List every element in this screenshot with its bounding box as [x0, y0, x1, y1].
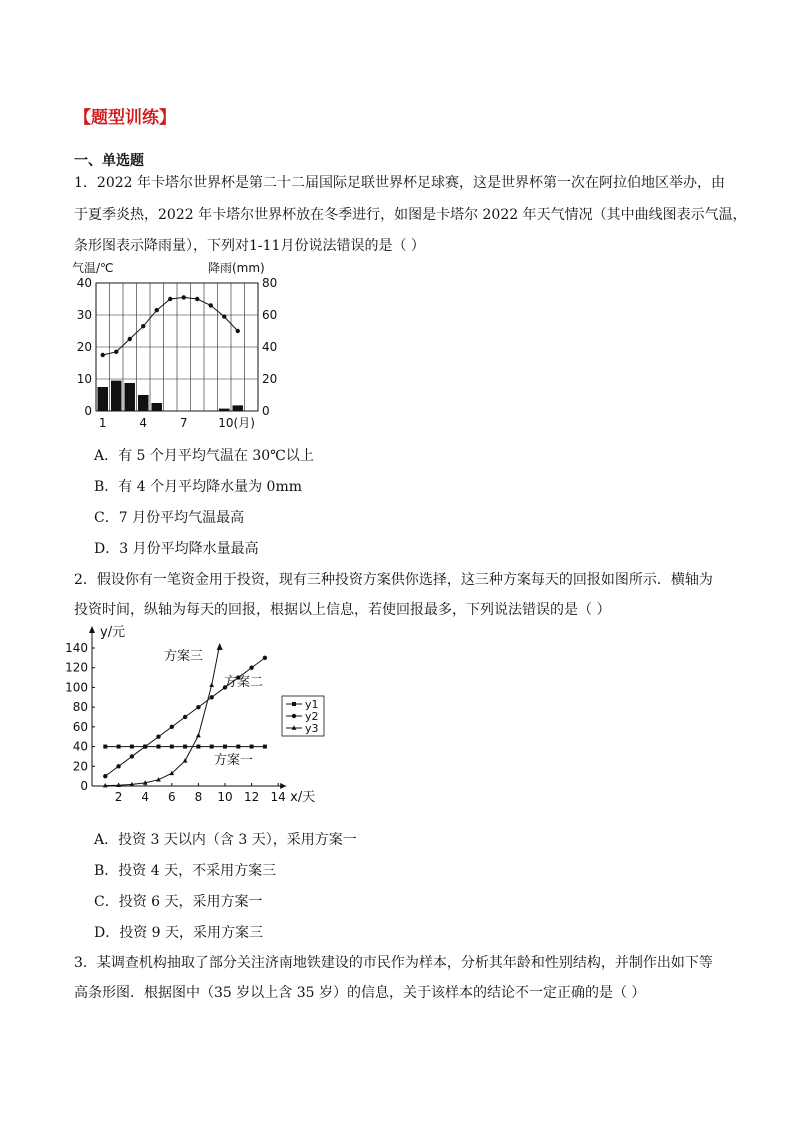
legend-label: y3 [305, 722, 319, 735]
q2-option-b[interactable]: B．投资 4 天，不采用方案三 [94, 863, 277, 879]
x-tick-label: 7 [179, 416, 188, 430]
rainfall-bar [111, 381, 122, 411]
series-point-y1 [117, 745, 121, 749]
series-point-y1 [183, 745, 187, 749]
rainfall-bar [138, 395, 149, 411]
x-tick-label: 10(月) [218, 416, 255, 430]
y-tick-label: 40 [72, 739, 88, 754]
series-point-y2 [196, 705, 200, 709]
q1-line-3: 条形图表示降雨量），下列对1-11月份说法错误的是（ ） [74, 238, 425, 254]
section-tag: 【题型训练】 [74, 108, 176, 128]
q3-line-2: 高条形图．根据图中（35 岁以上含 35 岁）的信息，关于该样本的结论不一定正确的是（ ） [74, 985, 646, 1001]
y-tick-label: 60 [72, 719, 88, 734]
temperature-point [114, 350, 118, 354]
y-tick-label: 0 [80, 779, 88, 793]
series-point-y1 [236, 745, 240, 749]
series-point-y1 [263, 745, 267, 749]
y-axis-arrow [89, 626, 95, 633]
right-tick-label: 20 [262, 372, 278, 386]
legend-marker [292, 702, 296, 706]
section-heading: 一、单选题 [74, 153, 144, 169]
series-point-y2 [183, 715, 187, 719]
legend-label: y2 [305, 710, 319, 723]
series-point-y2 [130, 754, 134, 758]
rainfall-bar [151, 403, 162, 411]
x-axis-arrow [280, 783, 286, 789]
q1-line-1: 1．2022 年卡塔尔世界杯是第二十二届国际足联世界杯足球赛，这是世界杯第一次在阿拉伯地区举办，由 [74, 175, 725, 191]
rainfall-bar [232, 405, 243, 411]
series-arrow-y3 [217, 643, 223, 650]
q1-option-c[interactable]: C．7 月份平均气温最高 [94, 510, 245, 526]
series-point-y3 [183, 758, 188, 762]
investment-chart [60, 618, 330, 806]
rainfall-bar [219, 409, 230, 411]
right-tick-label: 0 [262, 404, 270, 418]
series-point-y1 [250, 745, 254, 749]
series-line-y3 [105, 648, 219, 786]
right-axis-title: 降雨(mm) [208, 261, 265, 275]
left-axis-title: 气温/℃ [72, 261, 114, 275]
left-tick-label: 30 [76, 308, 92, 322]
rainfall-bar [124, 383, 135, 411]
right-tick-label: 60 [262, 308, 278, 322]
series-point-y3 [196, 733, 201, 737]
annotation-plan-3: 方案三 [164, 649, 204, 664]
y-tick-label: 80 [72, 700, 88, 715]
legend-marker [292, 714, 296, 718]
x-tick-label: 6 [167, 790, 176, 804]
right-tick-label: 40 [262, 340, 278, 354]
q1-option-a[interactable]: A．有 5 个月平均气温在 30℃以上 [94, 448, 314, 464]
series-point-y1 [210, 745, 214, 749]
q3-line-1: 3．某调查机构抽取了部分关注济南地铁建设的市民作为样本，分析其年龄和性别结构，并制作出如下等 [74, 955, 713, 971]
temperature-point [141, 324, 145, 328]
x-tick-label: 1 [98, 416, 107, 430]
x-tick-label: 4 [139, 416, 148, 430]
y-tick-label: 100 [65, 680, 88, 695]
temperature-point [155, 308, 159, 312]
left-tick-label: 20 [76, 340, 92, 354]
temperature-point [236, 329, 240, 333]
q2-line-1: 2．假设你有一笔资金用于投资，现有三种投资方案供你选择，这三种方案每天的回报如图所示．横轴为 [74, 572, 713, 588]
series-point-y2 [156, 735, 160, 739]
temperature-point [182, 295, 186, 299]
left-tick-label: 10 [76, 372, 92, 386]
q2-option-d[interactable]: D．投资 9 天，采用方案三 [94, 925, 264, 941]
y-tick-label: 120 [65, 660, 88, 675]
rainfall-bar [97, 387, 108, 411]
legend-label: y1 [305, 698, 319, 711]
left-tick-label: 0 [84, 404, 92, 418]
q2-line-2: 投资时间，纵轴为每天的回报，根据以上信息，若使回报最多，下列说法错误的是（ ） [74, 602, 611, 618]
temperature-point [209, 303, 213, 307]
temperature-point [195, 297, 199, 301]
series-point-y1 [223, 745, 227, 749]
temperature-point [222, 314, 226, 318]
series-point-y2 [170, 725, 174, 729]
series-point-y2 [263, 656, 267, 660]
climate-chart [66, 258, 296, 433]
series-point-y1 [170, 745, 174, 749]
q1-line-2: 于夏季炎热，2022 年卡塔尔世界杯放在冬季进行，如图是卡塔尔 2022 年天气情况（其中曲线图表示气温， [74, 207, 747, 223]
temperature-point [101, 353, 105, 357]
series-point-y2 [210, 695, 214, 699]
x-tick-label: 2 [114, 790, 123, 804]
q1-option-b[interactable]: B．有 4 个月平均降水量为 0mm [94, 479, 303, 495]
annotation-plan-2: 方案二 [224, 675, 264, 690]
series-point-y1 [103, 745, 107, 749]
annotation-plan-1: 方案一 [214, 753, 254, 768]
series-point-y1 [130, 745, 134, 749]
series-point-y2 [249, 666, 253, 670]
series-point-y2 [143, 744, 147, 748]
x-tick-label: 8 [194, 790, 203, 804]
q1-option-d[interactable]: D．3 月份平均降水量最高 [94, 541, 259, 557]
q2-option-a[interactable]: A．投资 3 天以内（含 3 天），采用方案一 [94, 832, 357, 848]
temperature-point [168, 297, 172, 301]
series-point-y3 [209, 682, 214, 686]
series-point-y2 [116, 764, 120, 768]
temperature-point [128, 337, 132, 341]
y-axis-title: y/元 [100, 625, 126, 640]
series-point-y1 [157, 745, 161, 749]
x-tick-label: 10 [217, 790, 233, 804]
x-tick-label: 14 [270, 790, 286, 804]
x-tick-label: 12 [243, 790, 260, 804]
series-point-y2 [103, 774, 107, 778]
y-tick-label: 20 [72, 759, 88, 774]
series-point-y1 [196, 745, 200, 749]
x-axis-title: x/天 [290, 790, 316, 805]
x-tick-label: 4 [141, 790, 150, 804]
left-tick-label: 40 [76, 276, 92, 290]
right-tick-label: 80 [262, 276, 278, 290]
y-tick-label: 140 [65, 641, 88, 655]
q2-option-c[interactable]: C．投资 6 天，采用方案一 [94, 894, 263, 910]
